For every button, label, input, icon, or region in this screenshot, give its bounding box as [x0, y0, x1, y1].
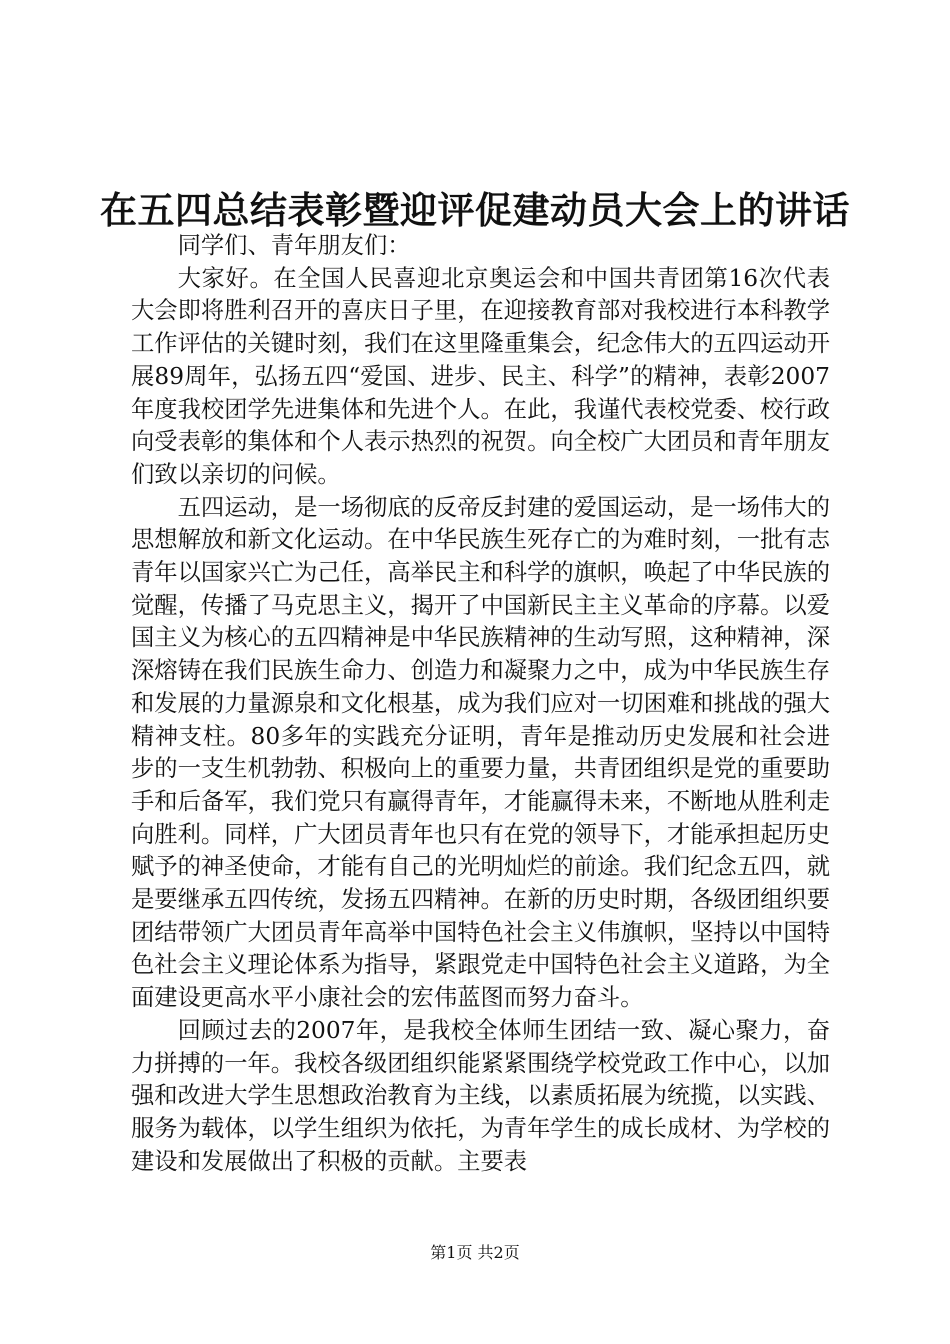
salutation-paragraph: 同学们、青年朋友们：: [177, 232, 411, 259]
body-paragraph: 回顾过去的2007年，是我校全体师生团结一致、凝心聚力，奋力拼搏的一年。我校各级团组织能紧紧围绕学校党政工作中心，以加强和改进大学生思想政治教育为主线，以素质拓展为统揽，以实践、服务为载体，以学生组织为依托，为青年学生的成长成材、为学校的建设和发展做出了积极的贡献。主要表: [131, 1016, 830, 1175]
page-footer: [0, 1241, 950, 1265]
body-paragraph: 五四运动，是一场彻底的反帝反封建的爱国运动，是一场伟大的思想解放和新文化运动。在中华民族生死存亡的为难时刻，一批有志青年以国家兴亡为己任，高举民主和科学的旗帜，唤起了中华民族的觉醒，传播了马克思主义，揭开了中国新民主主义革命的序幕。以爱国主义为核心的五四精神是中华民族精神的生动写照，这种精神，深深熔铸在我们民族生命力、创造力和凝聚力之中，成为中华民族生存和发展的力量源泉和文化根基，成为我们应对一切困难和挑战的强大精神支柱。80多年的实践充分证明，青年是推动历史发展和社会进步的一支生机勃勃、积极向上的重要力量，共青团组织是党的重要助手和后备军，我们党只有赢得青年，才能赢得未来，不断地从胜利走向胜利。同样，广大团员青年也只有在党的领导下，才能承担起历史赋予的神圣使命，才能有自己的光明灿烂的前途。我们纪念五四，就是要继承五四传统，发扬五四精神。在新的历史时期，各级团组织要团结带领广大团员青年高举中国特色社会主义伟旗帜，坚持以中国特色社会主义理论体系为指导，紧跟党走中国特色社会主义道路，为全面建设更高水平小康社会的宏伟蓝图而努力奋斗。: [131, 493, 830, 1012]
document-title: 在五四总结表彰暨迎评促建动员大会上的讲话: [100, 188, 850, 232]
document-body: [131, 230, 830, 1178]
body-paragraph: 大家好。在全国人民喜迎北京奥运会和中国共青团第16次代表大会即将胜利召开的喜庆日子里，在迎接教育部对我校进行本科教学工作评估的关键时刻，我们在这里隆重集会，纪念伟大的五四运动开展89周年，弘扬五四“爱国、进步、民主、科学”的精神，表彰2007年度我校团学先进集体和先进个人。在此，我谨代表校党委、校行政向受表彰的集体和个人表示热烈的祝贺。向全校广大团员和青年朋友们致以亲切的问候。: [131, 264, 830, 488]
page-number: 第1页 共2页: [430, 1243, 520, 1262]
